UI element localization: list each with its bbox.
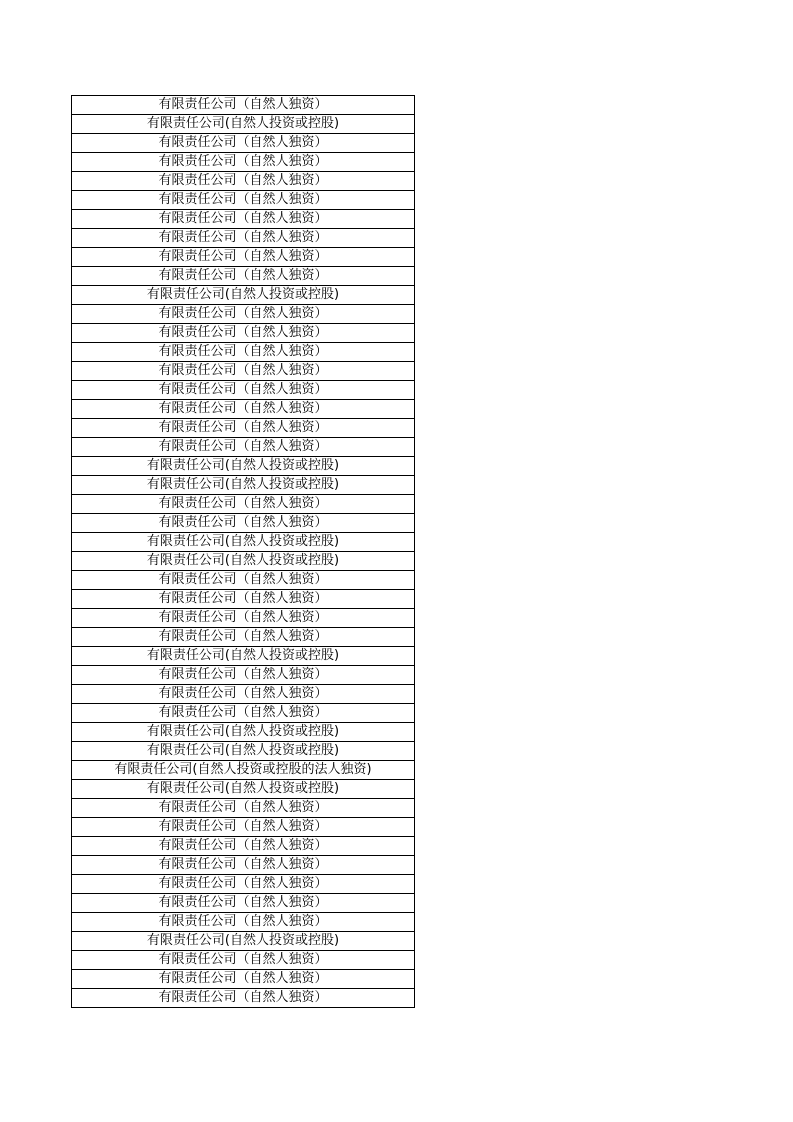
table-cell[interactable]: 有限责任公司（自然人独资） [72,210,415,229]
table-row [72,210,415,229]
table-cell[interactable]: 有限责任公司(自然人投资或控股) [72,932,415,951]
table-cell[interactable]: 有限责任公司（自然人独资） [72,590,415,609]
table-row [72,704,415,723]
table-cell[interactable]: 有限责任公司（自然人独资） [72,191,415,210]
table-cell[interactable]: 有限责任公司(自然人投资或控股) [72,723,415,742]
table-row [72,628,415,647]
table-row [72,913,415,932]
table-cell[interactable]: 有限责任公司(自然人投资或控股) [72,647,415,666]
table-row [72,419,415,438]
table-row [72,495,415,514]
table-cell[interactable]: 有限责任公司（自然人独资） [72,172,415,191]
table-row [72,951,415,970]
table-row [72,970,415,989]
table-row [72,761,415,780]
table-row [72,153,415,172]
table-row [72,742,415,761]
table-row [72,115,415,134]
table-row [72,191,415,210]
table-row [72,609,415,628]
table-row [72,400,415,419]
table-cell[interactable]: 有限责任公司（自然人独资） [72,514,415,533]
table-row [72,476,415,495]
table-cell[interactable]: 有限责任公司（自然人独资） [72,951,415,970]
table-cell[interactable]: 有限责任公司（自然人独资） [72,153,415,172]
table-row [72,134,415,153]
company-type-table [71,95,415,1008]
table-cell[interactable]: 有限责任公司（自然人独资） [72,267,415,286]
table-cell[interactable]: 有限责任公司（自然人独资） [72,666,415,685]
table-cell[interactable]: 有限责任公司（自然人独资） [72,989,415,1008]
table-row [72,894,415,913]
table-row [72,989,415,1008]
table-cell[interactable]: 有限责任公司（自然人独资） [72,818,415,837]
table-cell[interactable]: 有限责任公司（自然人独资） [72,362,415,381]
table-cell[interactable]: 有限责任公司（自然人独资） [72,875,415,894]
table-row [72,343,415,362]
table-cell[interactable]: 有限责任公司（自然人独资） [72,685,415,704]
table-row [72,96,415,115]
table-cell[interactable]: 有限责任公司(自然人投资或控股的法人独资) [72,761,415,780]
table-row [72,837,415,856]
table-cell[interactable]: 有限责任公司（自然人独资） [72,913,415,932]
table-cell[interactable]: 有限责任公司(自然人投资或控股) [72,286,415,305]
table-row [72,590,415,609]
table-cell[interactable]: 有限责任公司(自然人投资或控股) [72,476,415,495]
table-cell[interactable]: 有限责任公司（自然人独资） [72,970,415,989]
table-row [72,723,415,742]
table-row [72,229,415,248]
table-row [72,799,415,818]
table-row [72,780,415,799]
table-cell[interactable]: 有限责任公司（自然人独资） [72,837,415,856]
table-row [72,666,415,685]
table-cell[interactable]: 有限责任公司（自然人独资） [72,305,415,324]
table-cell[interactable]: 有限责任公司（自然人独资） [72,894,415,913]
table-row [72,533,415,552]
table-row [72,856,415,875]
table-body [72,96,415,1008]
table-row [72,932,415,951]
table-cell[interactable]: 有限责任公司(自然人投资或控股) [72,533,415,552]
table-row [72,305,415,324]
table-cell[interactable]: 有限责任公司(自然人投资或控股) [72,115,415,134]
table-cell[interactable]: 有限责任公司（自然人独资） [72,324,415,343]
table-row [72,248,415,267]
table-cell[interactable]: 有限责任公司（自然人独资） [72,419,415,438]
table-row [72,362,415,381]
table-cell[interactable]: 有限责任公司(自然人投资或控股) [72,780,415,799]
table-cell[interactable]: 有限责任公司（自然人独资） [72,438,415,457]
table-row [72,267,415,286]
table-cell[interactable]: 有限责任公司（自然人独资） [72,704,415,723]
table-row [72,647,415,666]
table-row [72,685,415,704]
table-cell[interactable]: 有限责任公司（自然人独资） [72,571,415,590]
table-cell[interactable]: 有限责任公司（自然人独资） [72,856,415,875]
table-cell[interactable]: 有限责任公司(自然人投资或控股) [72,742,415,761]
table-row [72,286,415,305]
table-cell[interactable]: 有限责任公司（自然人独资） [72,96,415,115]
table-cell[interactable]: 有限责任公司(自然人投资或控股) [72,457,415,476]
table-cell[interactable]: 有限责任公司（自然人独资） [72,799,415,818]
table-row [72,514,415,533]
table-cell[interactable]: 有限责任公司（自然人独资） [72,495,415,514]
table-row [72,381,415,400]
table-row [72,457,415,476]
table-cell[interactable]: 有限责任公司（自然人独资） [72,343,415,362]
table-cell[interactable]: 有限责任公司(自然人投资或控股) [72,552,415,571]
table-row [72,818,415,837]
table-cell[interactable]: 有限责任公司（自然人独资） [72,609,415,628]
table-row [72,438,415,457]
table-cell[interactable]: 有限责任公司（自然人独资） [72,628,415,647]
table-row [72,552,415,571]
table-cell[interactable]: 有限责任公司（自然人独资） [72,248,415,267]
table-row [72,875,415,894]
table-cell[interactable]: 有限责任公司（自然人独资） [72,229,415,248]
table-cell[interactable]: 有限责任公司（自然人独资） [72,134,415,153]
table-row [72,324,415,343]
table-row [72,172,415,191]
table-cell[interactable]: 有限责任公司（自然人独资） [72,381,415,400]
table-row [72,571,415,590]
table-cell[interactable]: 有限责任公司（自然人独资） [72,400,415,419]
